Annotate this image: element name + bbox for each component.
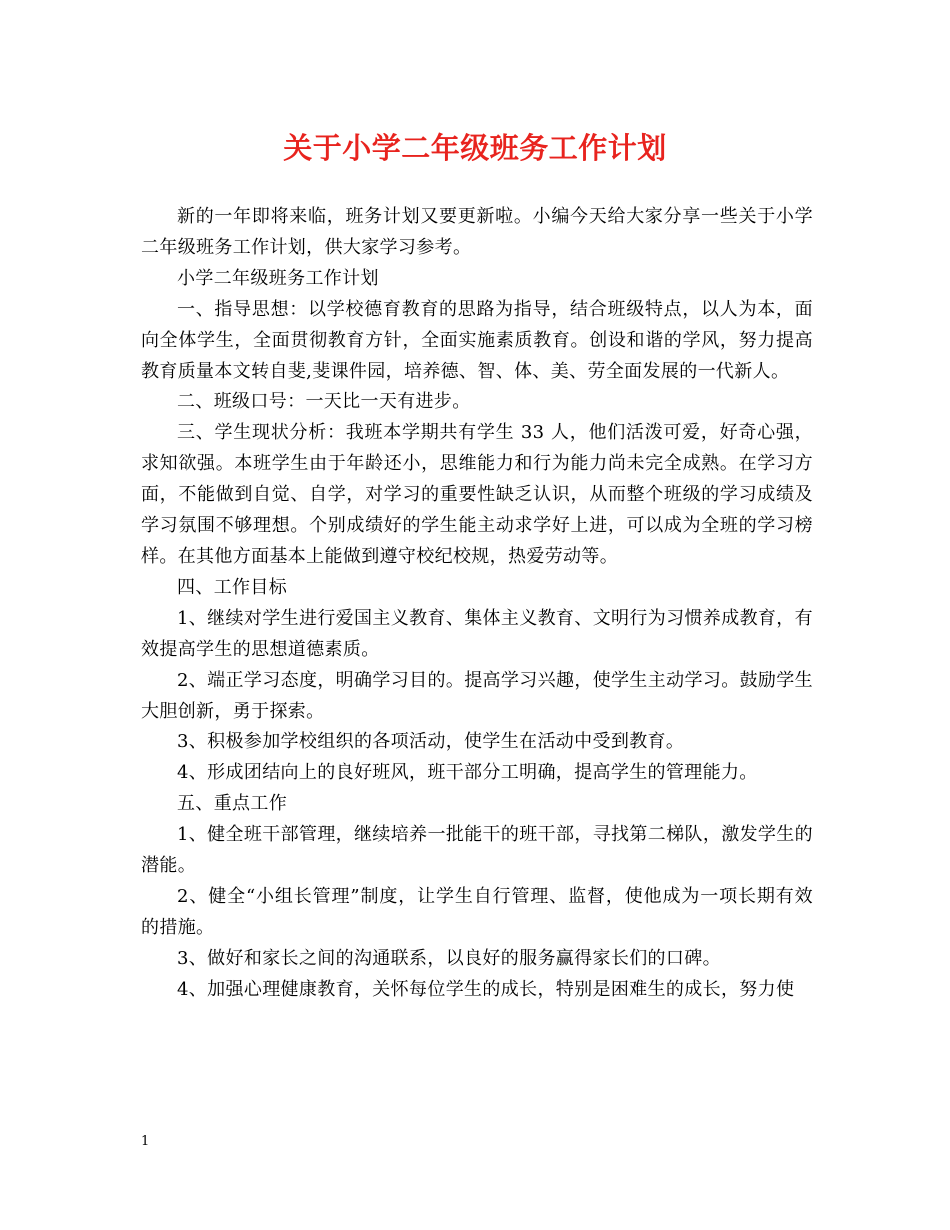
document-body <box>141 202 813 1006</box>
document-title: 关于小学二年级班务工作计划 <box>283 131 667 165</box>
page-number: 1 <box>141 1134 150 1149</box>
paragraph-heading-key-work: 五、重点工作 <box>177 793 288 815</box>
paragraph-key-work-2: 2、健全“小组长管理”制度，让学生自行管理、监督，使他成为一项长期有效的措施。 <box>141 885 813 938</box>
paragraph-subtitle: 小学二年级班务工作计划 <box>177 267 379 289</box>
paragraph-goal-2: 2、端正学习态度，明确学习目的。提高学习兴趣，使学生主动学习。鼓励学生大胆创新，勇于探索。 <box>141 669 813 722</box>
paragraph-heading-goals: 四、工作目标 <box>177 576 288 598</box>
paragraph-student-analysis: 三、学生现状分析：我班本学期共有学生 33 人，他们活泼可爱，好奇心强，求知欲强。本班学生由于年龄还小，思维能力和行为能力尚未完全成熟。在学习方面，不能做到自觉、自学，对学习的重要性缺乏认识，从而整个班级的学习成绩及学习氛围不够理想。个别成绩好的学生能主动求学好上进，可以成为全班的学习榜样。在其他方面基本上能做到遵守校纪校规，热爱劳动等。 <box>141 422 813 567</box>
paragraph-key-work-4: 4、加强心理健康教育，关怀每位学生的成长，特别是困难生的成长，努力使 <box>177 978 795 1000</box>
paragraph-key-work-1: 1、健全班干部管理，继续培养一批能干的班干部，寻找第二梯队，激发学生的潜能。 <box>141 824 813 877</box>
paragraph-goal-3: 3、积极参加学校组织的各项活动，使学生在活动中受到教育。 <box>177 731 685 753</box>
paragraph-goal-4: 4、形成团结向上的良好班风，班干部分工明确，提高学生的管理能力。 <box>177 762 758 784</box>
paragraph-intro: 新的一年即将来临，班务计划又要更新啦。小编今天给大家分享一些关于小学二年级班务工作计划，供大家学习参考。 <box>141 206 813 258</box>
paragraph-guiding-thought: 一、指导思想：以学校德育教育的思路为指导，结合班级特点，以人为本，面向全体学生，全面贯彻教育方针，全面实施素质教育。创设和谐的学风，努力提高教育质量本文转自斐,斐课件园，培养德、智、体、美、劳全面发展的一代新人。 <box>141 298 813 382</box>
paragraph-goal-1: 1、继续对学生进行爱国主义教育、集体主义教育、文明行为习惯养成教育，有效提高学生的思想道德素质。 <box>141 607 813 660</box>
paragraph-class-slogan: 二、班级口号：一天比一天有进步。 <box>177 391 471 413</box>
paragraph-key-work-3: 3、做好和家长之间的沟通联系，以良好的服务赢得家长们的口碑。 <box>177 947 721 969</box>
